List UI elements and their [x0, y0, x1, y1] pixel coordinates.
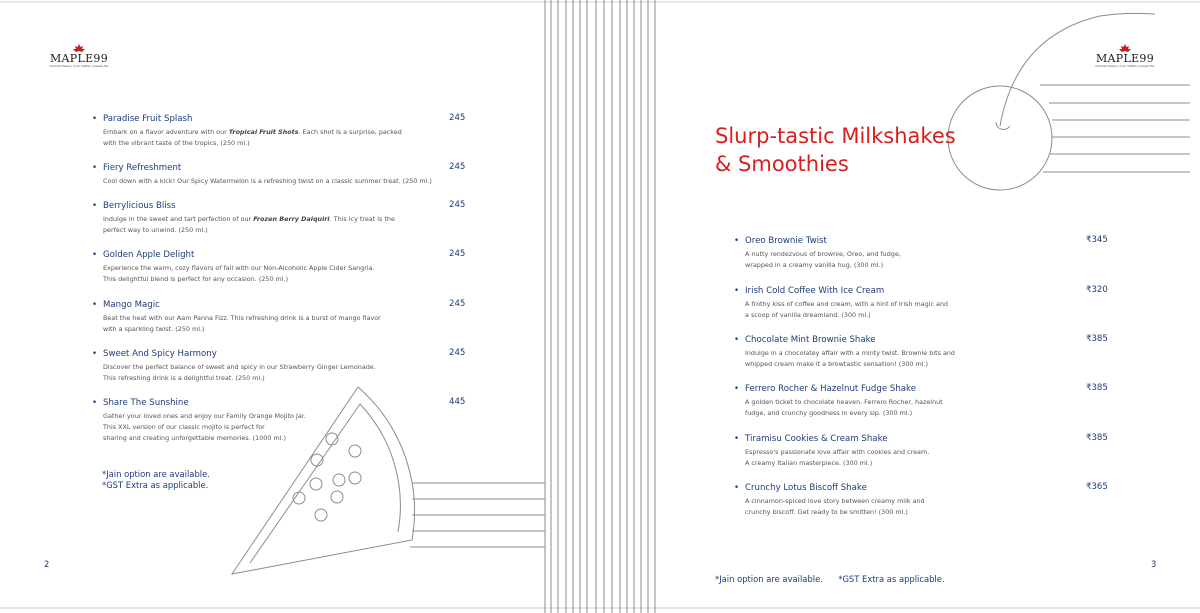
desc-text: . Each shot is a surprise, packed: [298, 128, 402, 136]
desc-text: A creamy Italian masterpiece. (300 ml.): [745, 459, 873, 467]
desc-text: Beat the heat with our Aam Panna Fizz. This refreshing drink is a burst of mango flavor: [103, 314, 381, 322]
gst-note: *GST Extra as applicable.: [102, 480, 209, 490]
item-price: ₹385: [1086, 433, 1108, 443]
jain-note: *Jain option are available.: [715, 574, 823, 584]
jain-note: *Jain option are available.: [102, 469, 210, 479]
item-description: [745, 397, 943, 419]
brand-logo: [1092, 44, 1158, 69]
item-name: • Golden Apple Delight: [103, 249, 375, 261]
item-name: • Chocolate Mint Brownie Shake: [745, 334, 955, 346]
desc-text: Indulge in the sweet and tart perfection of our: [103, 215, 254, 223]
desc-text: A golden ticket to chocolate heaven. Ferrero Rocher, hazelnut: [745, 398, 943, 406]
item-name: • Oreo Brownie Twist: [745, 235, 901, 247]
item-price: 245: [449, 249, 466, 259]
desc-text: perfect way to unwind. (250 ml.): [103, 226, 208, 234]
desc-text: Experience the warm, cozy flavors of fall with our Non-Alcoholic Apple Cider Sangria.: [103, 264, 375, 272]
item-description: [745, 299, 948, 321]
desc-text: Cool down with a kick! Our Spicy Watermelon is a refreshing twist on a classic summer treat. (250 ml.): [103, 177, 432, 185]
item-price: ₹385: [1086, 383, 1108, 393]
item-price: 245: [449, 348, 466, 358]
item-name: • Tiramisu Cookies & Cream Shake: [745, 433, 929, 445]
item-name: • Berrylicious Bliss: [103, 200, 395, 212]
heading-line-2: & Smoothies: [715, 152, 849, 176]
desc-text: Embark on a flavor adventure with our: [103, 128, 229, 136]
brand-tagline: Ultimate Shakes | Iconic Waffles | Dessert Bar: [49, 65, 109, 68]
item-price: 245: [449, 113, 466, 123]
menu-item: [103, 299, 381, 335]
desc-text: wrapped in a creamy vanilla hug. (300 ml.): [745, 261, 884, 269]
item-price: ₹320: [1086, 285, 1108, 295]
desc-text: Espresso's passionate love affair with cookies and cream.: [745, 448, 930, 456]
menu-item: [103, 397, 306, 444]
item-description: [103, 214, 395, 236]
menu-item: [745, 383, 943, 419]
desc-text: a scoop of vanilla dreamland. (300 ml.): [745, 311, 871, 319]
item-price: ₹365: [1086, 482, 1108, 492]
menu-item: [103, 200, 395, 236]
brand-name: MAPLE99: [1095, 52, 1155, 65]
item-name: • Share The Sunshine: [103, 397, 306, 409]
item-description: [103, 263, 375, 285]
item-name: • Paradise Fruit Splash: [103, 113, 402, 125]
item-name: • Sweet And Spicy Harmony: [103, 348, 376, 360]
item-description: [745, 447, 929, 469]
menu-item: [103, 249, 375, 285]
item-price: 245: [449, 162, 466, 172]
menu-item: [745, 334, 955, 370]
menu-item: [745, 285, 948, 321]
desc-text: Discover the perfect balance of sweet and spicy in our Strawberry Ginger Lemonade.: [103, 363, 376, 371]
menu-item: [745, 433, 929, 469]
brand-tagline: Ultimate Shakes | Iconic Waffles | Dessert Bar: [1095, 65, 1155, 68]
item-name: • Crunchy Lotus Biscoff Shake: [745, 482, 925, 494]
item-price: 245: [449, 200, 466, 210]
item-description: [103, 127, 402, 149]
item-price: 245: [449, 299, 466, 309]
item-description: [103, 176, 432, 187]
item-description: [745, 249, 901, 271]
item-name: • Ferrero Rocher & Hazelnut Fudge Shake: [745, 383, 943, 395]
menu-item: [745, 482, 925, 518]
brand-logo: [46, 44, 112, 69]
desc-text: This XXL version of our classic mojito is perfect for: [103, 423, 265, 431]
item-price: 445: [449, 397, 466, 407]
section-heading: [715, 122, 956, 178]
desc-text: fudge, and crunchy goodness in every sip. (300 ml.): [745, 409, 913, 417]
item-name: • Fiery Refreshment: [103, 162, 432, 174]
item-price: ₹345: [1086, 235, 1108, 245]
item-name: • Mango Magic: [103, 299, 381, 311]
page-number: 2: [44, 559, 50, 569]
item-description: [745, 496, 925, 518]
desc-emphasis: Frozen Berry Daiquiri: [253, 215, 330, 223]
menu-item: [103, 348, 376, 384]
brand-name: MAPLE99: [49, 52, 109, 65]
desc-text: A frothy kiss of coffee and cream, with a hint of Irish magic and: [745, 300, 949, 308]
desc-text: . This icy treat is the: [329, 215, 395, 223]
item-name: • Irish Cold Coffee With Ice Cream: [745, 285, 948, 297]
item-description: [103, 313, 381, 335]
footnotes: [102, 469, 210, 491]
desc-text: with the vibrant taste of the tropics. (250 ml.): [103, 139, 250, 147]
desc-text: This delightful blend is perfect for any occasion. (250 ml.): [103, 275, 289, 283]
desc-text: sharing and creating unforgettable memories. (1000 ml.): [103, 434, 286, 442]
desc-text: Gather your loved ones and enjoy our Family Orange Mojito Jar.: [103, 412, 306, 420]
menu-item: [103, 113, 402, 149]
desc-text: whipped cream make it a browtastic sensation! (300 ml.): [745, 360, 929, 368]
desc-text: This refreshing drink is a delightful treat. (250 ml.): [103, 374, 265, 382]
gst-note: *GST Extra as applicable.: [838, 574, 945, 584]
page-number: 3: [1151, 559, 1157, 569]
footnotes: [715, 574, 945, 585]
desc-text: A nutty rendezvous of brownie, Oreo, and fudge,: [745, 250, 901, 258]
item-description: [103, 411, 306, 444]
desc-text: crunchy biscoff. Get ready to be smitten! (300 ml.): [745, 508, 908, 516]
desc-text: Indulge in a chocolatey affair with a minty twist. Brownie bits and: [745, 349, 955, 357]
menu-item: [103, 162, 432, 187]
desc-text: with a sparkling twist. (250 ml.): [103, 325, 205, 333]
item-description: [745, 348, 955, 370]
desc-emphasis: Tropical Fruit Shots: [228, 128, 299, 136]
desc-text: A cinnamon-spiced love story between creamy milk and: [745, 497, 925, 505]
item-price: ₹385: [1086, 334, 1108, 344]
heading-line-1: Slurp-tastic Milkshakes: [715, 124, 956, 148]
item-description: [103, 362, 376, 384]
menu-item: [745, 235, 901, 271]
